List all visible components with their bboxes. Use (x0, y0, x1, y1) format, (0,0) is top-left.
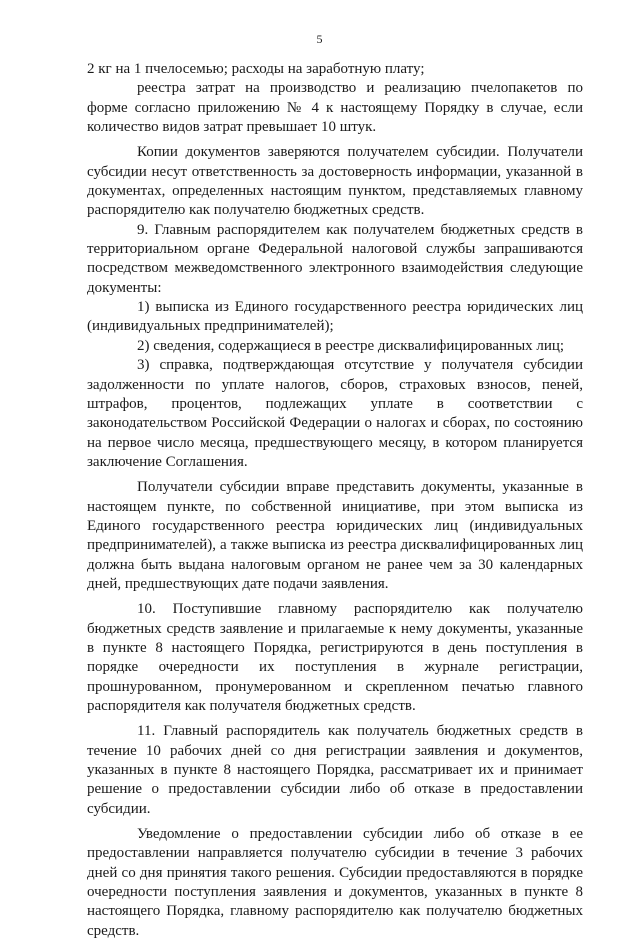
list-item-2: 2) сведения, содержащиеся в реестре дисквалифицированных лиц; (137, 337, 565, 354)
paragraph-own-initiative: Получатели субсидии вправе представить документы, указанные в настоящем пункте, по собственной инициативе, при этом выписка из Единого государственного реестра юридических лиц (индивидуальных предпринимателей), а также выписка из реестра дисквалифицированных лиц должна быть выдана налоговым органом не ранее чем за 30 календарных дней, предшествующих дате подачи заявления. (87, 479, 583, 592)
list-item-3: 3) справка, подтверждающая отсутствие у получателя субсидии задолженности по уплате налогов, сборов, страховых взносов, пеней, штрафов, процентов, подлежащих уплате в соответствии с законодательством Российской Федерации о налогах и сборах, по состоянию на первое число месяца, предшествующего месяцу, в котором планируется заключение Соглашения. (87, 357, 583, 470)
paragraph-expenses-tail: 2 кг на 1 пчелосемью; расходы на заработную плату; (87, 61, 425, 77)
paragraph-item-11: 11. Главный распорядитель как получатель бюджетных средств в течение 10 рабочих дней со дня регистрации заявления и документов, указанных в пункте 8 настоящего Порядка, рассматривает их и принимает решение о предоставлении субсидии либо об отказе в предоставлении субсидии. (87, 723, 583, 817)
paragraph-cost-register: реестра затрат на производство и реализацию пчелопакетов по форме согласно приложению № 4 к настоящему Порядку в случае, если количество видов затрат превышает 10 штук. (87, 80, 583, 136)
list-item-1: 1) выписка из Единого государственного реестра юридических лиц (индивидуальных предпринимателей); (87, 299, 583, 335)
paragraph-item-9: 9. Главным распорядителем как получателем бюджетных средств в территориальном органе Федеральной налоговой службы запрашиваются посредством межведомственного электронного взаимодействия следующие документы: (87, 221, 583, 296)
paragraph-document-copies: Копии документов заверяются получателем субсидии. Получатели субсидии несут ответственность за достоверность информации, указанной в документах, определенных настоящим пунктом, представляемых главному распорядителю как получателю бюджетных средств. (87, 144, 583, 219)
paragraph-notification: Уведомление о предоставлении субсидии либо об отказе в ее предоставлении направляется получателю субсидии в течение 3 рабочих дней со дня принятия такого решения. Субсидии предоставляются в порядке очередности поступления заявления и документов, указанных в пункте 8 настоящего Порядка, главному распорядителю как получателю бюджетных средств. (87, 826, 583, 939)
paragraph-item-10: 10. Поступившие главному распорядителю как получателю бюджетных средств заявление и прилагаемые к нему документы, указанные в пункте 8 настоящего Порядка, регистрируются в день поступления в порядке очередности их поступления в журнале регистрации, прошнурованном, пронумерованном и скрепленном печатью главного распорядителя как получателя бюджетных средств. (87, 601, 583, 714)
document-body (87, 60, 583, 941)
page-number: 5 (316, 32, 323, 46)
